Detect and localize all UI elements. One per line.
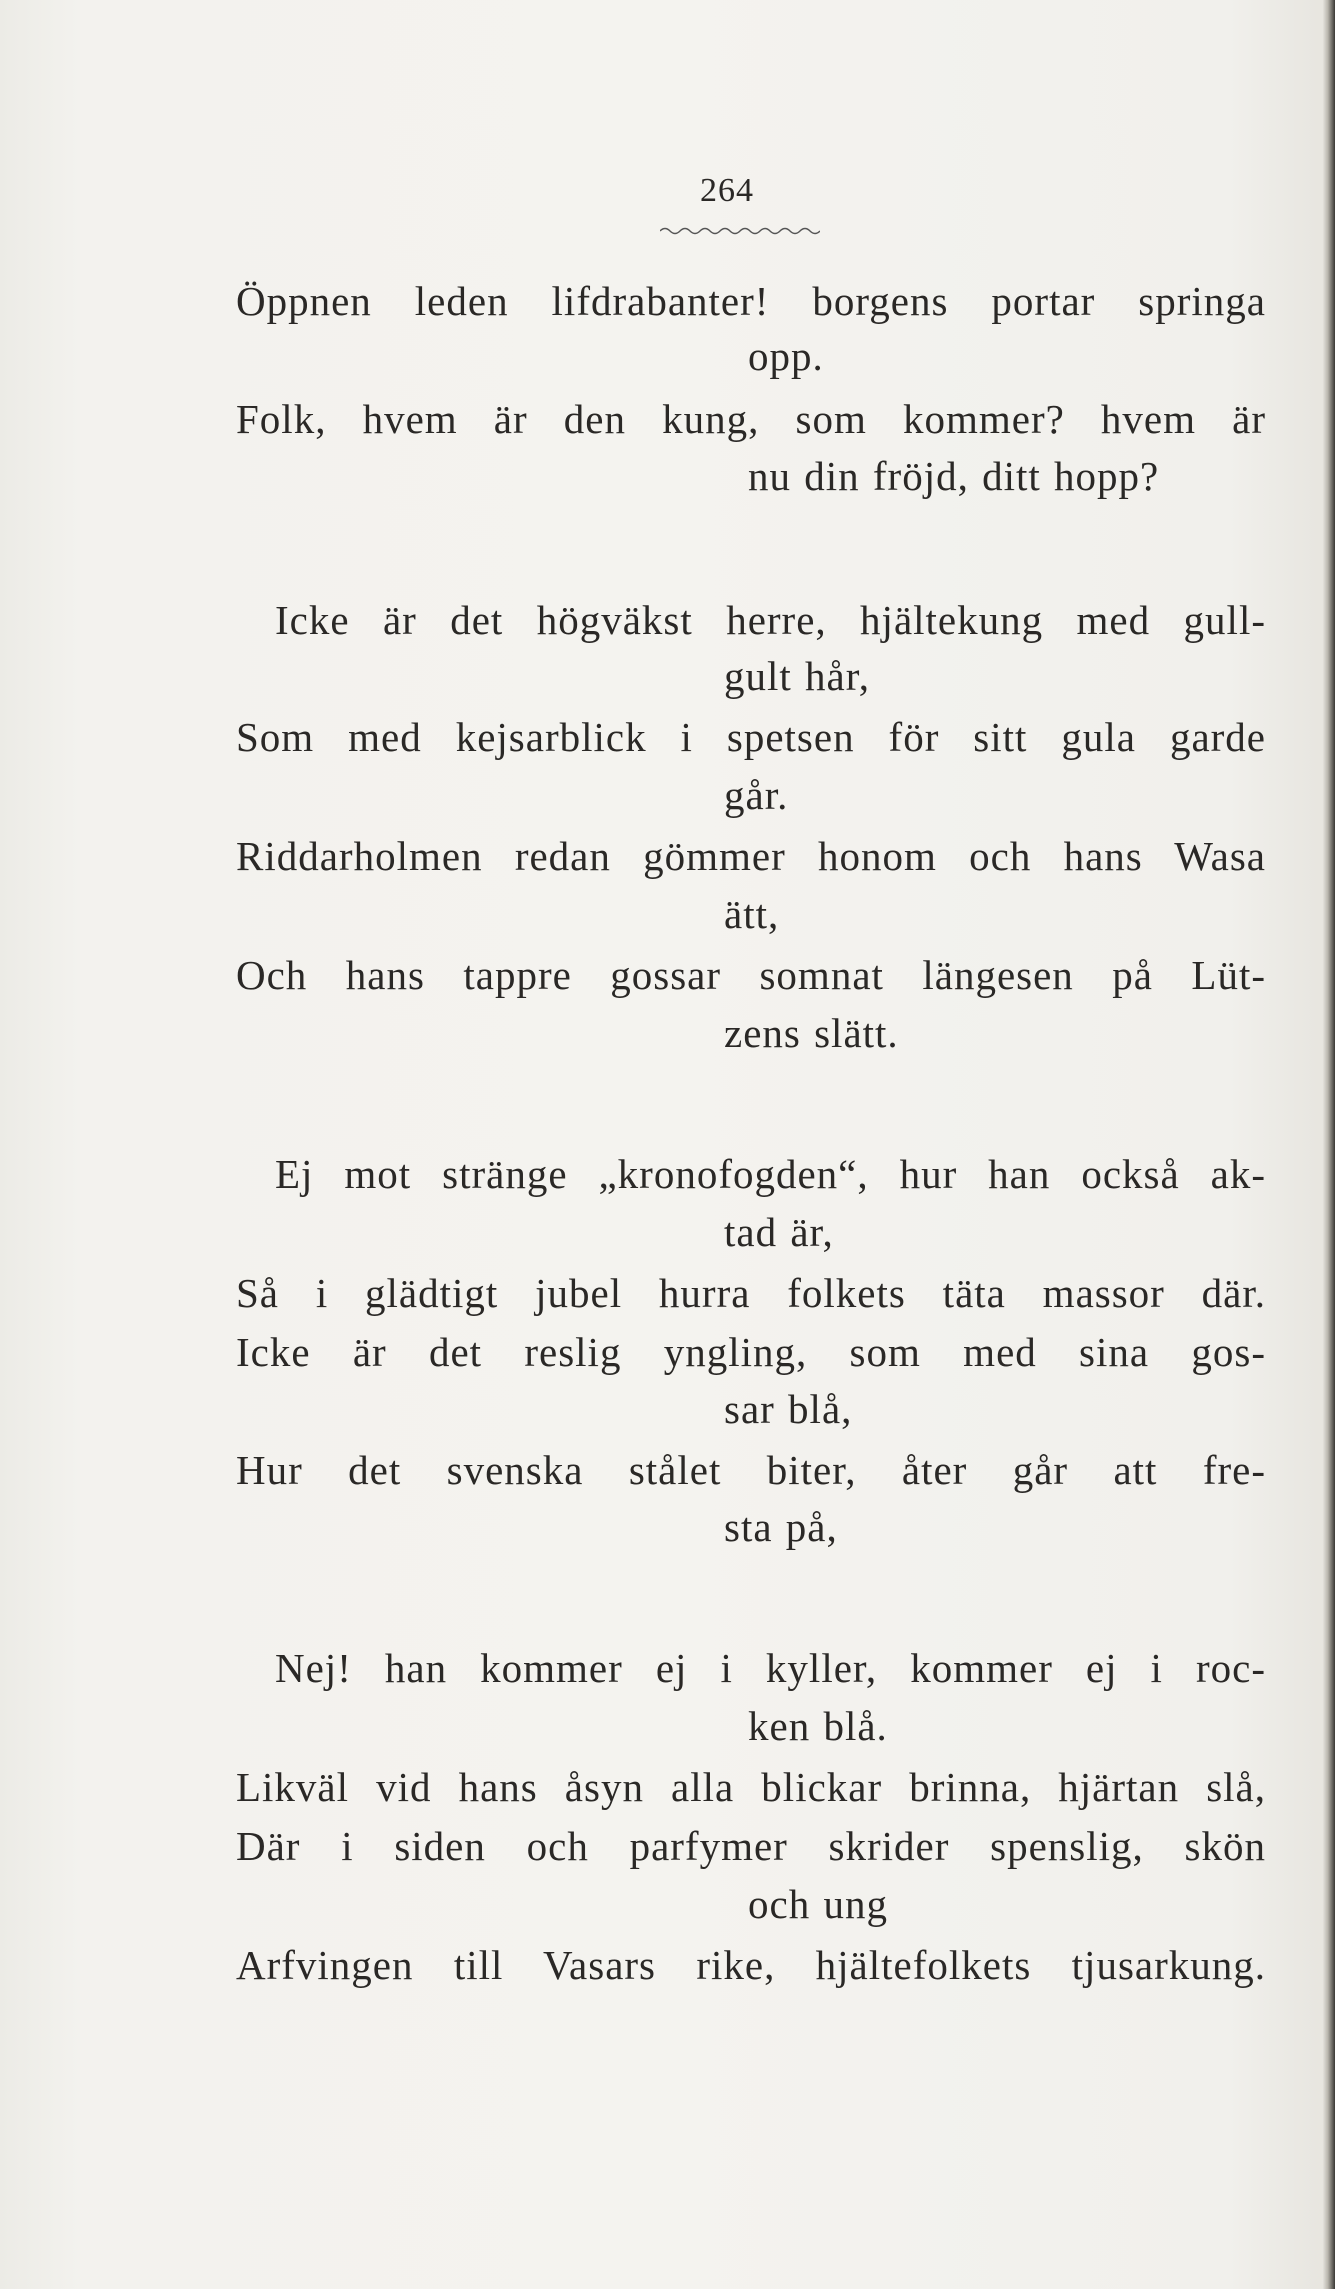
tilde-rule-ornament	[660, 226, 820, 236]
verse-line: Icke är det högväkst herre, hjältekung med gull-	[275, 597, 1266, 643]
verse-line: Icke är det reslig yngling, som med sina gos-	[236, 1329, 1266, 1375]
verse-line: opp.	[748, 333, 824, 379]
verse-line: ken blå.	[748, 1703, 888, 1749]
verse-line: ätt,	[724, 891, 780, 937]
verse-line: Ej mot stränge „kronofogden“, hur han också ak-	[275, 1151, 1266, 1197]
verse-line: gult hår,	[724, 653, 870, 699]
verse-line: Folk, hvem är den kung, som kommer? hvem är	[236, 396, 1266, 442]
verse-line: Där i siden och parfymer skrider spenslig, skön	[236, 1823, 1266, 1869]
page-edge-shadow	[1323, 0, 1335, 2289]
verse-line: Hur det svenska stålet biter, åter går att fre-	[236, 1447, 1266, 1493]
verse-line: Så i glädtigt jubel hurra folkets täta massor där.	[236, 1270, 1266, 1316]
verse-line: Öppnen leden lifdrabanter! borgens portar springa	[236, 278, 1266, 324]
verse-line: och ung	[748, 1881, 888, 1927]
verse-line: sta på,	[724, 1504, 838, 1550]
verse-line: Arfvingen till Vasars rike, hjältefolkets tjusarkung.	[236, 1942, 1266, 1988]
page-number: 264	[700, 172, 754, 209]
verse-line: nu din fröjd, ditt hopp?	[748, 453, 1160, 499]
verse-line: Riddarholmen redan gömmer honom och hans Wasa	[236, 833, 1266, 879]
verse-line: Likväl vid hans åsyn alla blickar brinna, hjärtan slå,	[236, 1764, 1266, 1810]
verse-line: Och hans tappre gossar somnat längesen på Lüt-	[236, 952, 1266, 998]
verse-line: går.	[724, 772, 789, 818]
verse-line: tad är,	[724, 1209, 834, 1255]
verse-line: zens slätt.	[724, 1010, 899, 1056]
verse-line: Nej! han kommer ej i kyller, kommer ej i roc-	[275, 1645, 1266, 1691]
verse-line: sar blå,	[724, 1386, 853, 1432]
verse-line: Som med kejsarblick i spetsen för sitt gula garde	[236, 714, 1266, 760]
